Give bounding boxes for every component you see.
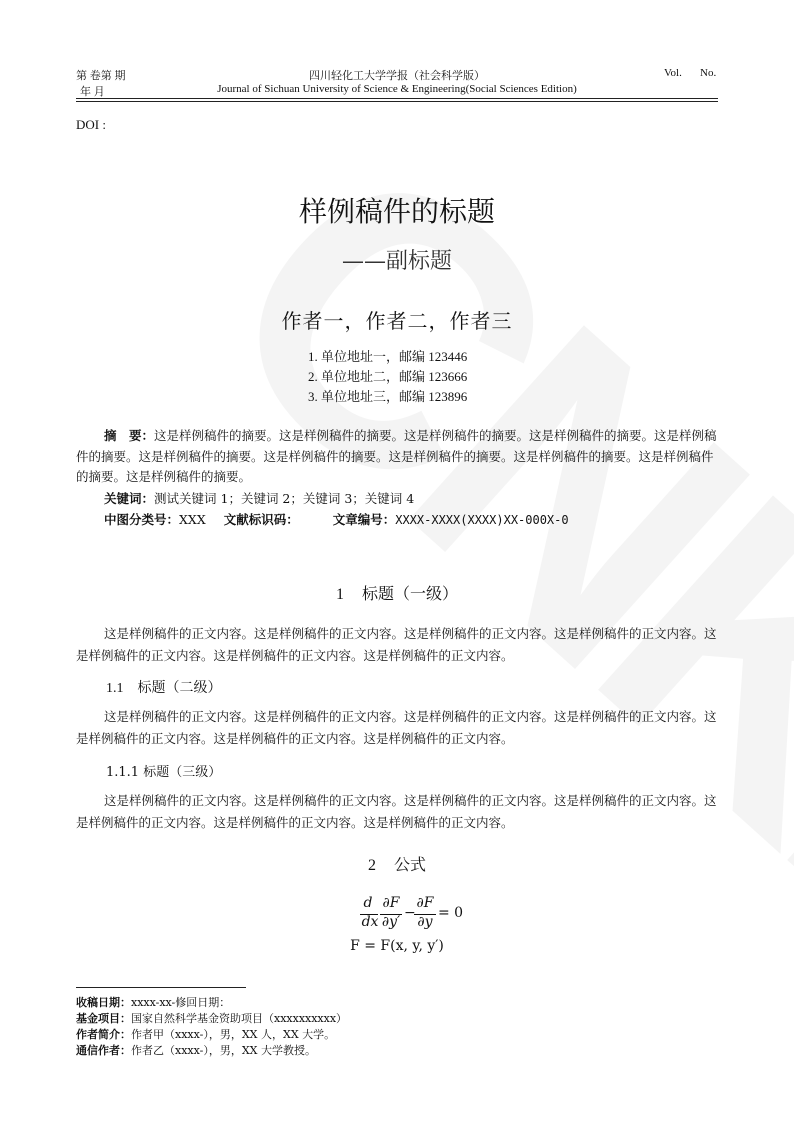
header-date: 年 月 xyxy=(80,86,105,98)
paper-subtitle: ——副标题 xyxy=(341,249,452,274)
section-1-1-heading xyxy=(106,677,222,697)
footnote-received-label: 收稿日期： xyxy=(76,996,131,1009)
footnote-received xyxy=(76,994,230,1010)
section-1-body: 这是样例稿件的正文内容。这是样例稿件的正文内容。这是样例稿件的正文内容。这是样例稿件的正文内容。这是样例稿件的正文内容。这是样例稿件的正文内容。这是样例稿件的正文内容。 xyxy=(76,626,717,663)
footnote-author-bio xyxy=(76,1026,335,1042)
section-2-heading xyxy=(0,852,794,875)
header-rule-bottom xyxy=(76,101,718,102)
section-1-1-body: 这是样例稿件的正文内容。这是样例稿件的正文内容。这是样例稿件的正文内容。这是样例稿件的正文内容。这是样例稿件的正文内容。这是样例稿件的正文内容。这是样例稿件的正文内容。 xyxy=(76,709,717,746)
footnote-rule xyxy=(76,987,246,988)
eq1-rhs: = 0 xyxy=(438,905,464,921)
clc-value: XXX xyxy=(179,512,206,527)
section-1-1-number: 1.1 xyxy=(106,681,124,696)
eq1-dx: dx xyxy=(361,914,379,930)
keywords-text: 测试关键词 1；关键词 2；关键词 3；关键词 4 xyxy=(154,491,415,506)
footnote-corresponding-text: 作者乙（xxxx-），男，XX 大学教授。 xyxy=(131,1044,316,1057)
eq1-dy: ∂y xyxy=(417,914,433,930)
header-journal-cn: 四川轻化工大学学报（社会科学版） xyxy=(309,70,485,82)
header-issue: 第 卷第 期 xyxy=(76,70,126,82)
abstract-text: 这是样例稿件的摘要。这是样例稿件的摘要。这是样例稿件的摘要。这是样例稿件的摘要。这是样例稿件的摘要。这是样例稿件的摘要。这是样例稿件的摘要。这是样例稿件的摘要。这是样例稿件的摘要。这是样例稿件的摘要。这是样例稿件的摘要。 xyxy=(76,428,717,484)
affiliation-3: 3. 单位地址三，邮编 123896 xyxy=(308,389,468,404)
section-1-1-1-body: 这是样例稿件的正文内容。这是样例稿件的正文内容。这是样例稿件的正文内容。这是样例稿件的正文内容。这是样例稿件的正文内容。这是样例稿件的正文内容。这是样例稿件的正文内容。 xyxy=(76,793,717,830)
header-rule-top xyxy=(76,98,718,99)
paper-title: 样例稿件的标题 xyxy=(298,195,495,228)
abstract xyxy=(76,426,718,488)
section-1-title: 标题（一级） xyxy=(361,584,458,603)
equation-2: F = F(x, y, y′) xyxy=(350,938,444,954)
footnote-fund-text: 国家自然科学基金资助项目（xxxxxxxxxx） xyxy=(131,1012,348,1025)
footnote-corresponding xyxy=(76,1042,316,1058)
keywords-label: 关键词： xyxy=(104,491,155,506)
section-1-number: 1 xyxy=(335,586,344,603)
eq1-dF2: ∂F xyxy=(416,895,434,911)
article-number-label: 文章编号： xyxy=(332,512,396,527)
abstract-label: 摘 要： xyxy=(104,428,155,443)
author-list: 作者一，作者二，作者三 xyxy=(281,309,513,333)
section-1-heading xyxy=(0,581,794,604)
footnote-fund-label: 基金项目： xyxy=(76,1012,131,1025)
footnote-received-text: xxxx-xx-修回日期： xyxy=(131,996,231,1009)
eq1-dF: ∂F xyxy=(382,895,400,911)
eq1-d: d xyxy=(363,895,373,911)
header-journal-en: Journal of Sichuan University of Science & Engineering(Social Sciences Edition) xyxy=(217,83,577,95)
footnote-corresponding-label: 通信作者： xyxy=(76,1044,131,1057)
doc-code-label: 文献标识码： xyxy=(223,512,299,527)
affiliation-2: 2. 单位地址二，邮编 123666 xyxy=(308,369,468,384)
footnote-author-bio-text: 作者甲（xxxx-），男，XX 人，XX 大学。 xyxy=(131,1028,336,1041)
clc-label: 中图分类号： xyxy=(104,512,180,527)
header-vol: Vol. xyxy=(664,67,682,79)
eq1-minus: − xyxy=(404,905,416,921)
affiliation-1: 1. 单位地址一，邮编 123446 xyxy=(308,349,468,364)
header-no: No. xyxy=(700,67,717,79)
section-2-number: 2 xyxy=(367,857,376,874)
article-number-value: XXXX-XXXX(XXXX)XX-000X-0 xyxy=(395,513,569,527)
footnote-author-bio-label: 作者简介： xyxy=(76,1028,131,1041)
doi-label: DOI : xyxy=(76,117,106,132)
section-1-1-1-heading: 1.1.1 标题（三级） xyxy=(106,765,222,780)
section-1-1-title: 标题（二级） xyxy=(137,680,222,696)
footnote-fund xyxy=(76,1010,347,1026)
section-2-title: 公式 xyxy=(393,855,426,874)
equation-1 xyxy=(360,895,480,935)
classification-line xyxy=(104,510,569,528)
keywords xyxy=(104,489,414,507)
eq1-dyp: ∂y′ xyxy=(381,914,401,930)
